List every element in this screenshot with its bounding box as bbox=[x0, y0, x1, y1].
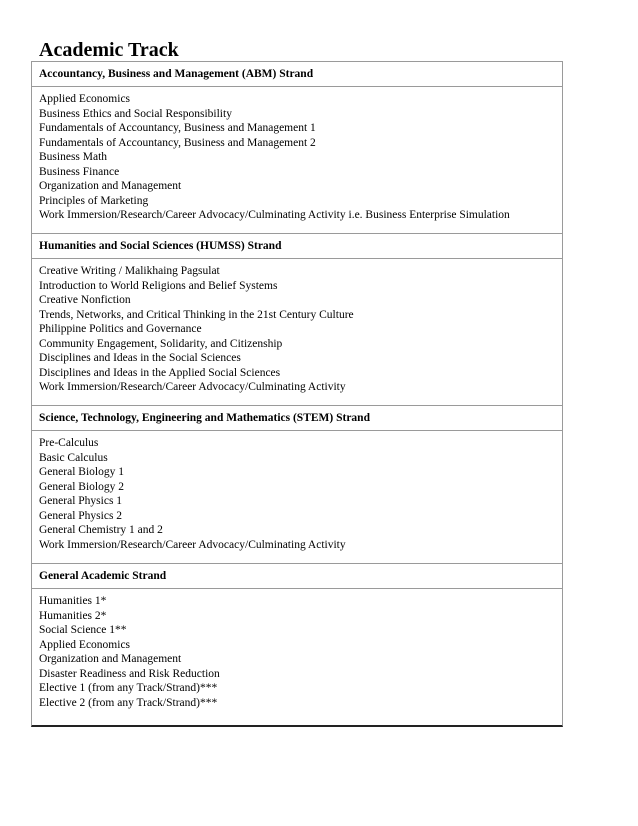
strand-header: Science, Technology, Engineering and Mathematics (STEM) Strand bbox=[32, 406, 562, 431]
subject-item: Disciplines and Ideas in the Applied Social Sciences bbox=[39, 366, 281, 379]
subject-item: Work Immersion/Research/Career Advocacy/Culminating Activity bbox=[39, 381, 346, 393]
strand-section-stem bbox=[32, 406, 562, 564]
subject-item: Fundamentals of Accountancy, Business and Management 2 bbox=[39, 136, 316, 149]
subject-item: Disciplines and Ideas in the Social Sciences bbox=[39, 352, 241, 364]
subject-item: Basic Calculus bbox=[39, 451, 108, 464]
subject-item: Organization and Management bbox=[39, 180, 182, 192]
strand-section-gas bbox=[32, 564, 562, 725]
subject-item: Humanities 2* bbox=[39, 609, 107, 622]
subject-item: Community Engagement, Solidarity, and Citizenship bbox=[39, 337, 283, 350]
strand-body bbox=[32, 259, 562, 406]
subject-list bbox=[39, 264, 556, 395]
subject-list bbox=[39, 436, 556, 552]
strand-body bbox=[32, 431, 562, 564]
subject-item: Disaster Readiness and Risk Reduction bbox=[39, 667, 220, 680]
subject-item: General Physics 1 bbox=[39, 495, 123, 507]
subject-item: Creative Nonfiction bbox=[39, 294, 131, 306]
subject-item: Applied Economics bbox=[39, 638, 131, 651]
subject-item: Organization and Management bbox=[39, 653, 182, 665]
subject-item: General Chemistry 1 and 2 bbox=[39, 524, 163, 536]
subject-item: General Biology 2 bbox=[39, 480, 124, 493]
subject-item: Trends, Networks, and Critical Thinking in the 21st Century Culture bbox=[39, 308, 354, 321]
academic-track-table bbox=[31, 61, 563, 727]
subject-item: Applied Economics bbox=[39, 93, 131, 105]
subject-item: Pre-Calculus bbox=[39, 437, 99, 449]
page-title: Academic Track bbox=[39, 39, 179, 61]
subject-item: Elective 1 (from any Track/Strand)*** bbox=[39, 682, 218, 694]
subject-item: General Biology 1 bbox=[39, 466, 124, 478]
subject-list bbox=[39, 92, 556, 223]
subject-item: Principles of Marketing bbox=[39, 194, 149, 207]
strand-body bbox=[32, 87, 562, 234]
subject-item: Creative Writing / Malikhaing Pagsulat bbox=[39, 265, 220, 277]
strand-header: Accountancy, Business and Management (ABM) Strand bbox=[32, 62, 562, 87]
strand-header: Humanities and Social Sciences (HUMSS) Strand bbox=[32, 234, 562, 259]
subject-item: Introduction to World Religions and Belief Systems bbox=[39, 279, 278, 292]
strand-section-humss bbox=[32, 234, 562, 406]
subject-item: Humanities 1* bbox=[39, 595, 107, 607]
subject-item: Business Math bbox=[39, 151, 108, 163]
subject-item: Philippine Politics and Governance bbox=[39, 323, 202, 335]
subject-item: Social Science 1** bbox=[39, 624, 127, 636]
subject-item: Elective 2 (from any Track/Strand)*** bbox=[39, 696, 218, 709]
subject-item: General Physics 2 bbox=[39, 509, 123, 522]
strand-header: General Academic Strand bbox=[32, 564, 562, 589]
subject-item: Work Immersion/Research/Career Advocacy/Culminating Activity i.e. Business Enterprise Simulation bbox=[39, 209, 510, 221]
strand-section-abm bbox=[32, 62, 562, 234]
subject-item: Work Immersion/Research/Career Advocacy/Culminating Activity bbox=[39, 538, 346, 551]
subject-item: Fundamentals of Accountancy, Business and Management 1 bbox=[39, 122, 316, 134]
subject-item: Business Finance bbox=[39, 165, 120, 178]
strand-body bbox=[32, 589, 562, 725]
subject-list bbox=[39, 594, 556, 710]
subject-item: Business Ethics and Social Responsibility bbox=[39, 107, 232, 120]
